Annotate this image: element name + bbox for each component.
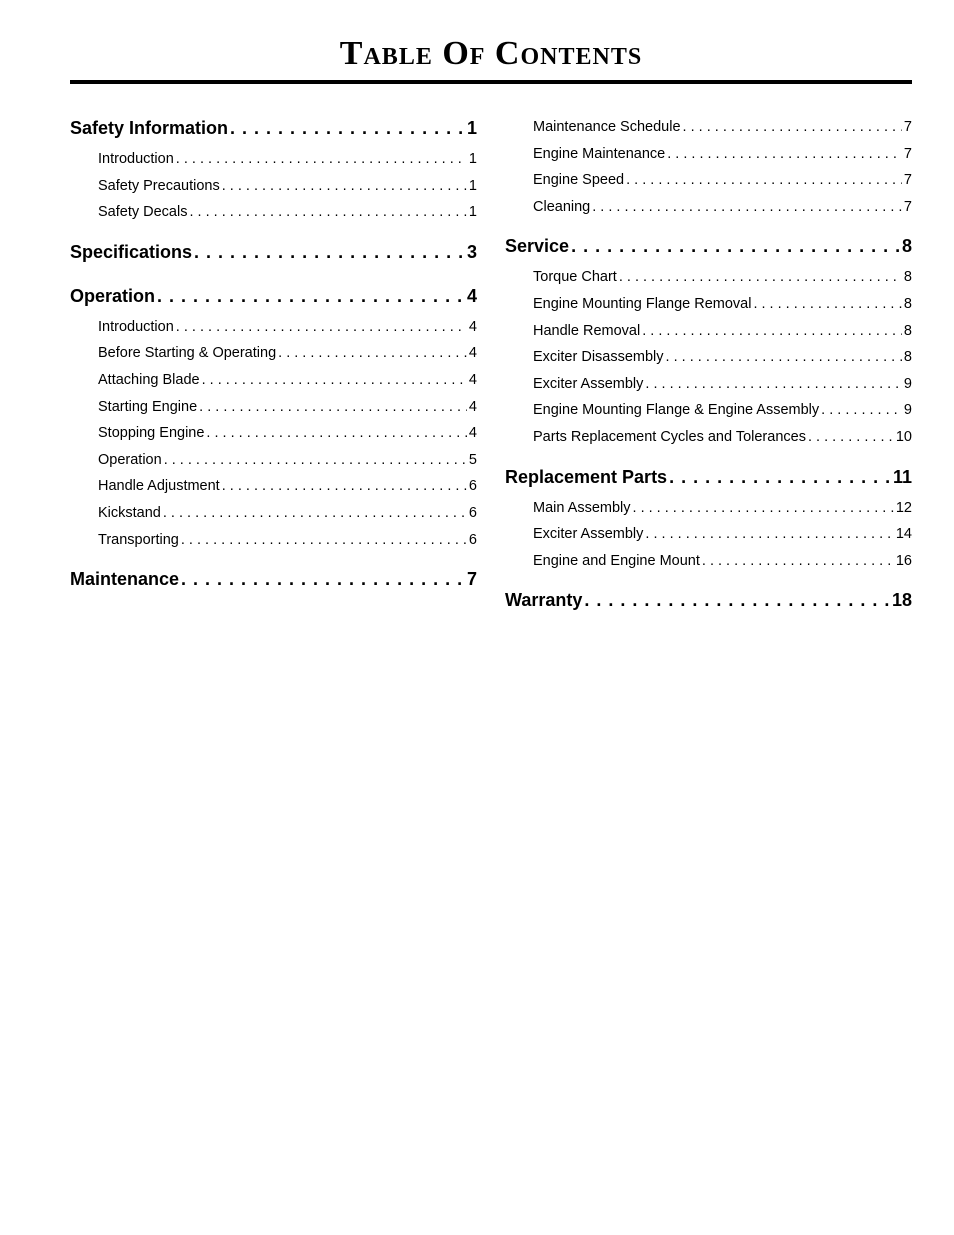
toc-entry-label: Torque Chart (533, 269, 617, 286)
dot-leader (163, 500, 467, 527)
toc-entry[interactable] (505, 521, 912, 548)
dot-leader (667, 141, 902, 168)
toc-entry-label: Safety Decals (98, 204, 188, 221)
toc-entry-page-number: 16 (895, 552, 912, 569)
toc-section-label: Service (505, 236, 570, 257)
toc-section[interactable] (505, 232, 912, 260)
toc-entry[interactable] (505, 371, 912, 398)
dot-leader (194, 238, 465, 266)
toc-section-page-number: 4 (466, 285, 477, 306)
dot-leader (181, 527, 467, 554)
toc-entry-label: Engine Speed (533, 172, 625, 189)
toc-entry-label: Kickstand (98, 504, 161, 521)
toc-entry-page-number: 8 (903, 322, 912, 339)
dot-leader (189, 199, 466, 226)
toc-entry-label: Introduction (98, 151, 174, 167)
toc-entry[interactable] (70, 394, 477, 421)
dot-leader (683, 114, 902, 141)
section-spacer (505, 574, 912, 586)
toc-entry-page-number: 7 (903, 119, 912, 135)
toc-entry[interactable] (70, 473, 477, 500)
toc-section-page-number: 18 (891, 590, 912, 611)
toc-entry-label: Exciter Assembly (533, 375, 644, 392)
toc-entry-label: Operation (98, 451, 162, 468)
toc-section[interactable] (70, 238, 477, 266)
toc-entry[interactable] (505, 495, 912, 522)
toc-entry-page-number: 1 (468, 177, 477, 194)
dot-leader (645, 521, 893, 548)
toc-entry-label: Before Starting & Operating (98, 345, 277, 362)
toc-entry-label: Maintenance Schedule (533, 119, 681, 135)
toc-entry-label: Engine and Engine Mount (533, 552, 700, 569)
toc-entry-label: Exciter Assembly (533, 526, 644, 543)
toc-entry[interactable] (505, 167, 912, 194)
dot-leader (202, 367, 467, 394)
toc-column-left (70, 114, 477, 597)
dot-leader (164, 447, 467, 474)
toc-entry-label: Engine Mounting Flange & Engine Assembly (533, 402, 820, 419)
toc-entry-page-number: 4 (468, 345, 477, 362)
toc-section-label: Safety Information (70, 118, 229, 138)
toc-entry-page-number: 7 (903, 145, 912, 162)
toc-entry-label: Handle Adjustment (98, 478, 220, 495)
toc-entry-label: Stopping Engine (98, 425, 205, 442)
toc-entry-page-number: 1 (468, 151, 477, 167)
toc-entry-label: Transporting (98, 531, 179, 548)
toc-entry-page-number: 8 (903, 295, 912, 312)
toc-entry[interactable] (70, 500, 477, 527)
toc-entry-label: Engine Mounting Flange Removal (533, 295, 752, 312)
toc-section-page-number: 3 (466, 241, 477, 262)
dot-leader (222, 173, 467, 200)
toc-entry[interactable] (70, 527, 477, 554)
toc-entry-page-number: 7 (903, 198, 912, 215)
toc-column-right (505, 114, 912, 618)
toc-section[interactable] (505, 586, 912, 614)
dot-leader (592, 194, 902, 221)
section-spacer (70, 553, 477, 565)
toc-entry-page-number: 4 (468, 371, 477, 388)
dot-leader (206, 420, 467, 447)
toc-section-label: Operation (70, 285, 156, 306)
toc-entry[interactable] (70, 314, 477, 341)
title-rule (70, 80, 912, 84)
toc-entry-label: Exciter Disassembly (533, 349, 664, 366)
toc-section[interactable] (505, 463, 912, 491)
toc-entry[interactable] (70, 173, 477, 200)
toc-entry[interactable] (70, 420, 477, 447)
dot-leader (230, 114, 465, 142)
toc-entry[interactable] (505, 194, 912, 221)
toc-entry-label: Starting Engine (98, 398, 198, 415)
toc-entry-label: Safety Precautions (98, 177, 220, 194)
toc-entry[interactable] (505, 344, 912, 371)
toc-entry-label: Attaching Blade (98, 371, 200, 388)
toc-section-page-number: 7 (466, 569, 477, 590)
toc-entry-label: Engine Maintenance (533, 145, 666, 162)
toc-entry-page-number: 10 (895, 428, 912, 445)
toc-entry-label: Main Assembly (533, 499, 631, 516)
toc-entry-page-number: 7 (903, 172, 912, 189)
toc-section-label: Warranty (505, 590, 583, 611)
dot-leader (619, 264, 902, 291)
toc-entry[interactable] (70, 447, 477, 474)
toc-entry-page-number: 8 (903, 349, 912, 366)
toc-entry-page-number: 9 (903, 375, 912, 392)
toc-section-label: Maintenance (70, 569, 180, 590)
toc-entry[interactable] (505, 114, 912, 141)
toc-entry-page-number: 6 (468, 478, 477, 495)
page-title: Table Of Contents (339, 35, 643, 72)
toc-entry-page-number: 6 (468, 504, 477, 521)
dot-leader (584, 586, 890, 614)
toc-entry-label: Handle Removal (533, 322, 641, 339)
toc-entry-page-number: 1 (468, 204, 477, 221)
toc-section[interactable] (70, 565, 477, 593)
dot-leader (633, 495, 894, 522)
dot-leader (278, 340, 467, 367)
toc-entry-label: Cleaning (533, 198, 591, 215)
toc-entry-page-number: 9 (903, 402, 912, 419)
toc-entry[interactable] (505, 264, 912, 291)
toc-entry[interactable] (505, 424, 912, 451)
dot-leader (702, 548, 894, 575)
toc-entry[interactable] (505, 397, 912, 424)
toc-entry[interactable] (505, 318, 912, 345)
section-spacer (70, 270, 477, 282)
dot-leader (157, 282, 465, 310)
dot-leader (808, 424, 894, 451)
dot-leader (222, 473, 467, 500)
toc-entry-page-number: 4 (468, 318, 477, 335)
dot-leader (181, 565, 465, 593)
toc-section-page-number: 1 (466, 118, 477, 138)
dot-leader (753, 291, 901, 318)
toc-entry[interactable] (70, 146, 477, 173)
toc-entry-page-number: 6 (468, 531, 477, 548)
dot-leader (666, 344, 902, 371)
toc-section[interactable] (70, 114, 477, 142)
dot-leader (626, 167, 902, 194)
dot-leader (176, 314, 467, 341)
dot-leader (571, 232, 900, 260)
toc-entry-page-number: 12 (895, 499, 912, 516)
toc-entry-label: Introduction (98, 318, 174, 335)
toc-entry[interactable] (70, 340, 477, 367)
dot-leader (669, 463, 891, 491)
toc-entry[interactable] (505, 291, 912, 318)
section-spacer (70, 226, 477, 238)
dot-leader (199, 394, 467, 421)
toc-entry-page-number: 8 (903, 269, 912, 286)
toc-section-label: Specifications (70, 241, 193, 262)
toc-entry-page-number: 5 (468, 451, 477, 468)
toc-section-label: Replacement Parts (505, 466, 668, 487)
dot-leader (176, 146, 467, 173)
toc-entry-page-number: 4 (468, 425, 477, 442)
section-spacer (505, 220, 912, 232)
toc-entry[interactable] (70, 199, 477, 226)
section-spacer (505, 451, 912, 463)
dot-leader (642, 318, 902, 345)
toc-section[interactable] (70, 282, 477, 310)
toc-entry-page-number: 4 (468, 398, 477, 415)
toc-entry[interactable] (70, 367, 477, 394)
toc-section-page-number: 11 (892, 466, 912, 487)
toc-entry-label: Parts Replacement Cycles and Tolerances (533, 428, 806, 445)
toc-entry-page-number: 14 (895, 526, 912, 543)
toc-section-page-number: 8 (901, 236, 912, 257)
dot-leader (821, 397, 902, 424)
toc-entry[interactable] (505, 548, 912, 575)
toc-entry[interactable] (505, 141, 912, 168)
dot-leader (645, 371, 902, 398)
